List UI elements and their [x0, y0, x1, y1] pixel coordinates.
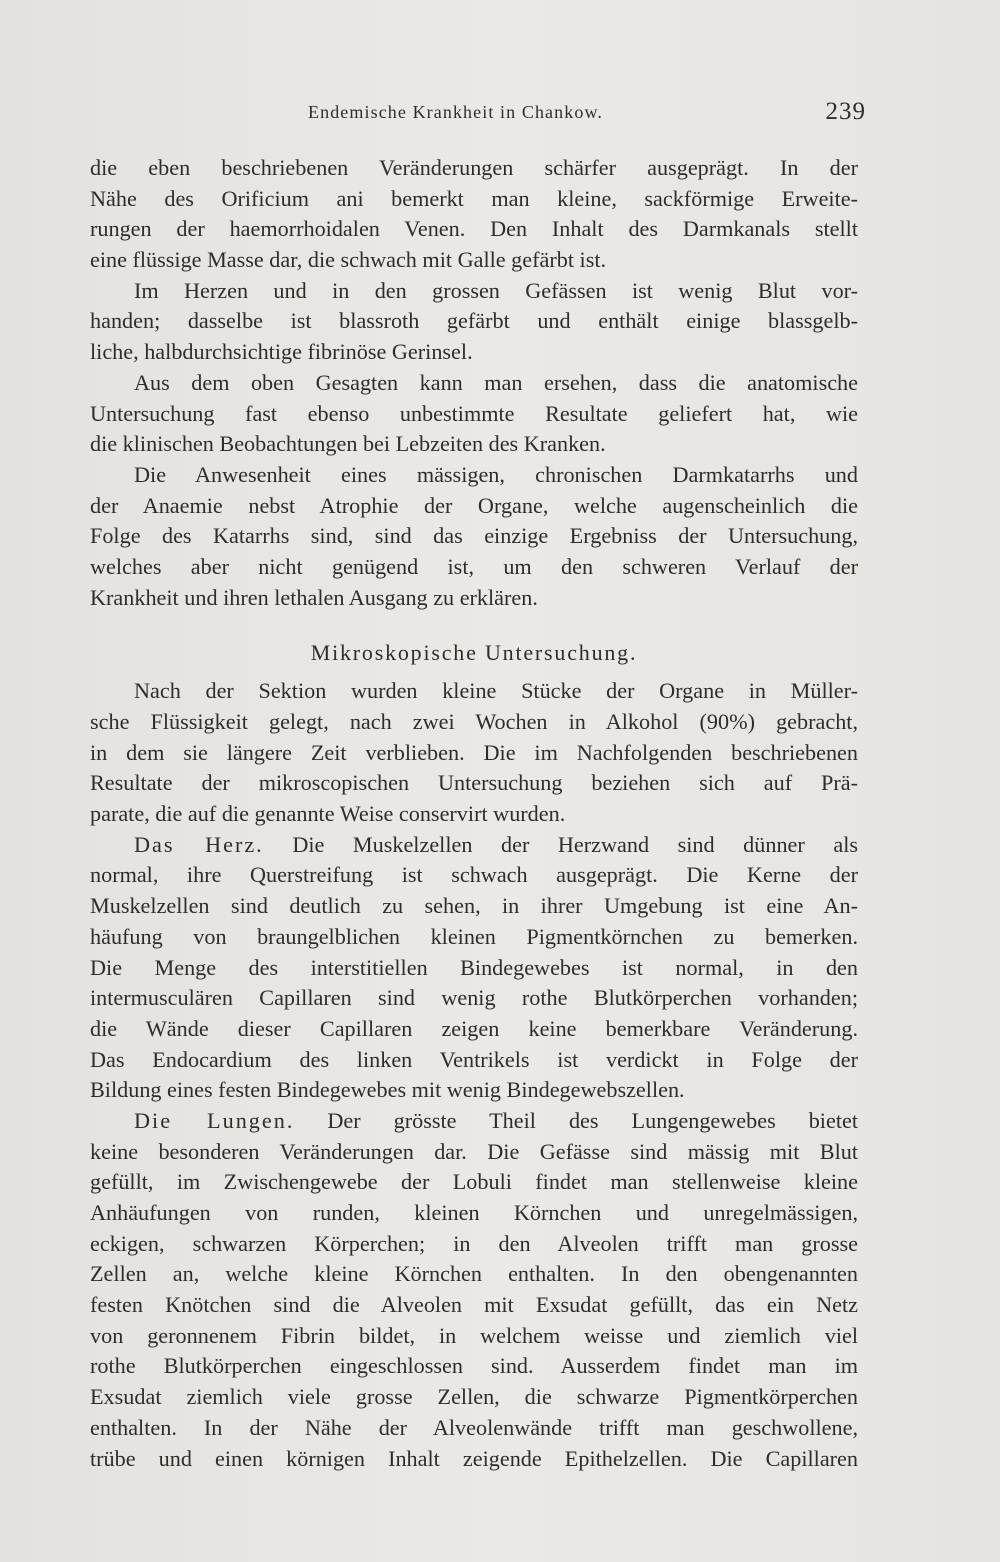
text-line: keine besonderen Veränderungen dar. Die Gefässe sind mässig mit Blut: [90, 1138, 858, 1164]
text-line: eine flüssige Masse dar, die schwach mit Galle gefärbt ist.: [90, 247, 607, 273]
paragraph: [90, 460, 858, 613]
text-line: rothe Blutkörperchen eingeschlossen sind. Ausserdem findet man im: [90, 1353, 858, 1379]
text-run: Die Muskelzellen der Herzwand sind dünner als: [292, 831, 859, 857]
text-line: in dem sie längere Zeit verblieben. Die im Nachfolgenden beschriebenen: [90, 739, 858, 765]
text-line: Nach der Sektion wurden kleine Stücke der Organe in Müller-: [134, 678, 858, 704]
subsection-title-lungen: Die Lungen.: [134, 1107, 295, 1133]
text-line: rungen der haemorrhoidalen Venen. Den Inhalt des Darmkanals stellt: [90, 216, 858, 242]
paragraph: [90, 368, 858, 460]
text-line: die klinischen Beobachtungen bei Lebzeiten des Kranken.: [90, 431, 606, 457]
text-line: Das Endocardium des linken Ventrikels ist verdickt in Folge der: [90, 1046, 858, 1072]
text-line: gefüllt, im Zwischengewebe der Lobuli findet man stellenweise kleine: [90, 1169, 858, 1195]
paragraph: [90, 153, 858, 276]
paragraph: [90, 676, 858, 829]
text-line: welches aber nicht genügend ist, um den schweren Verlauf der: [90, 553, 858, 579]
text-line: parate, die auf die genannte Weise conservirt wurden.: [90, 801, 566, 827]
text-line: Aus dem oben Gesagten kann man ersehen, dass die anatomische: [134, 369, 858, 395]
text-line: Krankheit und ihren lethalen Ausgang zu erklären.: [90, 584, 538, 610]
text-line: die Wände dieser Capillaren zeigen keine bemerkbare Veränderung.: [90, 1015, 858, 1041]
text-line: handen; dasselbe ist blassroth gefärbt und enthält einige blassgelb-: [90, 308, 858, 334]
text-line: die eben beschriebenen Veränderungen schärfer ausgeprägt. In der: [90, 155, 858, 180]
text-line: Resultate der mikroscopischen Untersuchung beziehen sich auf Prä-: [90, 770, 858, 796]
paragraph-herz: [90, 830, 858, 1106]
text-line: Nähe des Orificium ani bemerkt man kleine, sackförmige Erweite-: [90, 185, 858, 211]
text-run: Der grösste Theil des Lungengewebes bietet: [327, 1107, 858, 1133]
text-line: von geronnenem Fibrin bildet, in welchem weisse und ziemlich viel: [90, 1322, 858, 1348]
section-heading: Mikroskopische Untersuchung.: [310, 640, 638, 666]
paragraph: [90, 276, 858, 368]
text-line: der Anaemie nebst Atrophie der Organe, welche augenscheinlich die: [90, 492, 858, 518]
text-line: Untersuchung fast ebenso unbestimmte Resultate geliefert hat, wie: [90, 400, 858, 426]
text-line: Bildung eines festen Bindegewebes mit wenig Bindegewebszellen.: [90, 1077, 685, 1103]
body-text: [90, 153, 858, 1474]
paragraph-lungen: [90, 1106, 858, 1474]
text-line: enthalten. In der Nähe der Alveolenwände trifft man geschwollene,: [90, 1414, 858, 1440]
text-line: festen Knötchen sind die Alveolen mit Exsudat gefüllt, das ein Netz: [90, 1292, 858, 1318]
text-line: Folge des Katarrhs sind, sind das einzige Ergebniss der Untersuchung,: [90, 523, 858, 549]
text-line: Anhäufungen von runden, kleinen Körnchen und unregelmässigen,: [90, 1200, 858, 1225]
text-line: Die Anwesenheit eines mässigen, chronischen Darmkatarrhs und: [134, 461, 858, 487]
text-line: Die Menge des interstitiellen Bindegewebes ist normal, in den: [90, 954, 858, 980]
page-number: 239: [825, 98, 866, 125]
text-line: Zellen an, welche kleine Körnchen enthalten. In den obengenannten: [90, 1261, 858, 1287]
text-line: häufung von braungelblichen kleinen Pigmentkörnchen zu bemerken.: [90, 923, 858, 949]
text-line: eckigen, schwarzen Körperchen; in den Alveolen trifft man grosse: [90, 1230, 858, 1256]
subsection-title-herz: Das Herz.: [134, 831, 264, 857]
text-line: liche, halbdurchsichtige fibrinöse Gerinsel.: [90, 339, 473, 365]
text-line: [90, 1106, 858, 1137]
text-line: normal, ihre Querstreifung ist schwach ausgeprägt. Die Kerne der: [90, 862, 858, 888]
text-line: Exsudat ziemlich viele grosse Zellen, die schwarze Pigmentkörperchen: [90, 1384, 858, 1410]
text-line: [90, 830, 858, 861]
page-header: [90, 98, 866, 138]
text-line: trübe und einen körnigen Inhalt zeigende Epithelzellen. Die Capillaren: [90, 1445, 858, 1471]
text-line: sche Flüssigkeit gelegt, nach zwei Wochen in Alkohol (90%) gebracht,: [90, 709, 858, 734]
text-line: Muskelzellen sind deutlich zu sehen, in ihrer Umgebung ist eine An-: [90, 893, 858, 919]
text-line: intermusculären Capillaren sind wenig rothe Blutkörperchen vorhanden;: [90, 985, 858, 1011]
running-title: Endemische Krankheit in Chankow.: [308, 102, 603, 122]
text-line: Im Herzen und in den grossen Gefässen ist wenig Blut vor-: [134, 277, 858, 303]
